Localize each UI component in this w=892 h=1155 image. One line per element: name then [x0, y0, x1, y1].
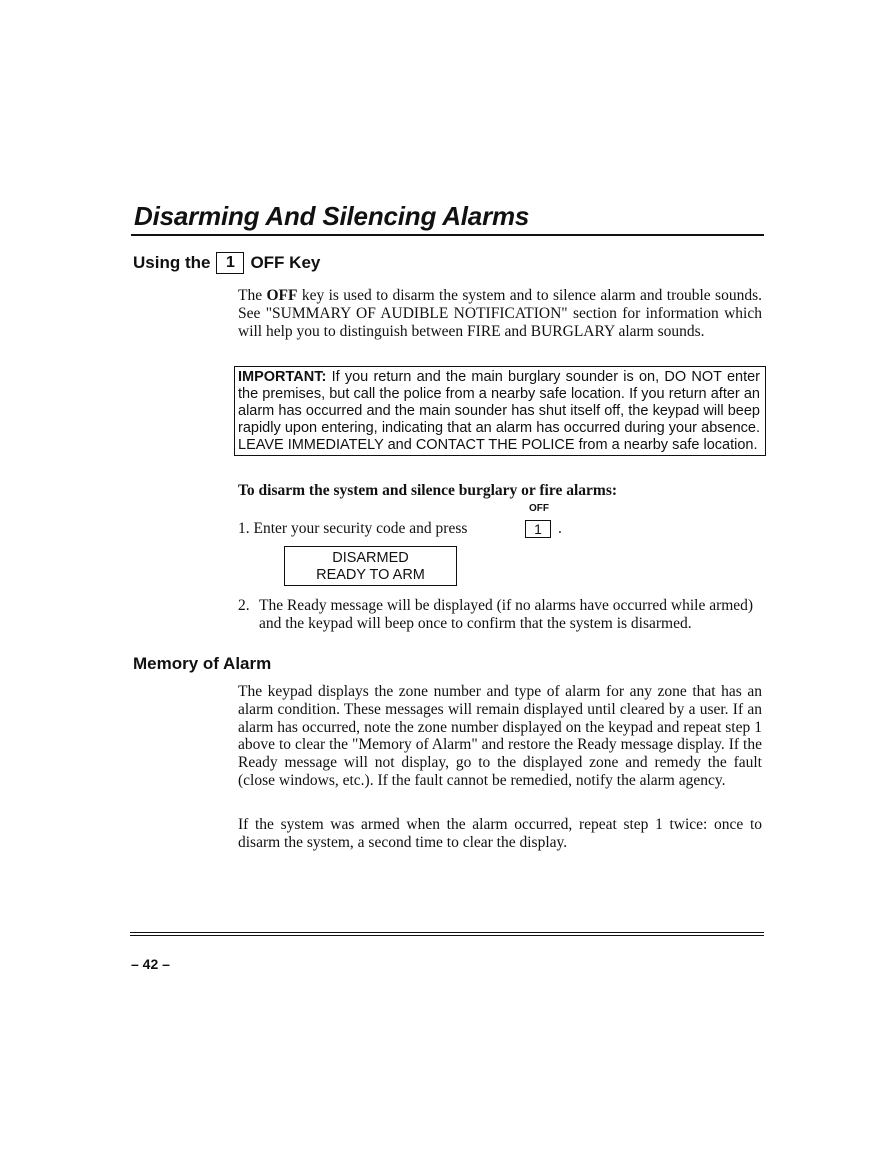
- step-1-text: Enter your security code and press: [253, 520, 468, 537]
- procedure-subheading: To disarm the system and silence burglary or fire alarms:: [238, 482, 618, 499]
- footer-rule-top: [130, 932, 764, 933]
- display-line-1: DISARMED: [332, 550, 409, 566]
- title-rule: [131, 234, 764, 236]
- step-1: [238, 520, 467, 538]
- display-line-2: READY TO ARM: [316, 567, 425, 583]
- step-1-period: .: [558, 520, 562, 537]
- page-title: Disarming And Silencing Alarms: [134, 201, 530, 231]
- key-1-small-box: 1: [525, 520, 551, 538]
- section-heading-memory-of-alarm: Memory of Alarm: [133, 654, 272, 673]
- step-1-number: 1.: [238, 520, 250, 537]
- important-label: IMPORTANT:: [238, 369, 327, 385]
- para-bold-off: OFF: [266, 287, 298, 304]
- key-1-box: 1: [216, 252, 244, 274]
- memory-paragraph-2: If the system was armed when the alarm occurred, repeat step 1 twice: once to disarm the system, a second time to clear the display.: [238, 816, 762, 851]
- para-start: The: [238, 287, 267, 304]
- important-text: If you return and the main burglary sounder is on, DO NOT enter the premises, but call the police from a nearby safe location. If you return after an alarm has occurred and the main sounder has shut itself off, the keypad will beep rapidly upon entering, indicating that an alarm has occurred during your absence. LEAVE IMMEDIATELY and CONTACT THE POLICE from a nearby safe location.: [238, 369, 760, 453]
- important-notice-box: [234, 366, 766, 456]
- para-rest: key is used to disarm the system and to silence alarm and trouble sounds. See "SUMMARY OF AUDIBLE NOTIFICATION" section for information which will help you to distinguish between FIRE and BURGLARY alarm sounds.: [238, 287, 762, 340]
- heading-prefix: Using the: [133, 253, 211, 272]
- keypad-display-box: [284, 546, 457, 586]
- off-key-paragraph: [238, 287, 762, 340]
- heading-suffix: OFF Key: [250, 253, 321, 272]
- off-key-caption: OFF: [529, 503, 549, 514]
- section-heading-off-key: [133, 252, 320, 274]
- footer-rule-bottom: [130, 935, 764, 936]
- step-2-text: The Ready message will be displayed (if no alarms have occurred while armed) and the keypad will beep once to confirm that the system is disarmed.: [259, 597, 754, 632]
- page-number: – 42 –: [131, 956, 170, 972]
- step-2: [238, 597, 758, 633]
- step-2-number: 2.: [238, 597, 250, 614]
- memory-paragraph-1: The keypad displays the zone number and type of alarm for any zone that has an alarm condition. These messages will remain displayed until cleared by a user. If an alarm has occurred, note the zone number displayed on the keypad and repeat step 1 above to clear the "Memory of Alarm" and restore the Ready message display. If the Ready message will not display, go to the displayed zone and remedy the fault (close windows, etc.). If the fault cannot be remedied, notify the alarm agency.: [238, 683, 762, 789]
